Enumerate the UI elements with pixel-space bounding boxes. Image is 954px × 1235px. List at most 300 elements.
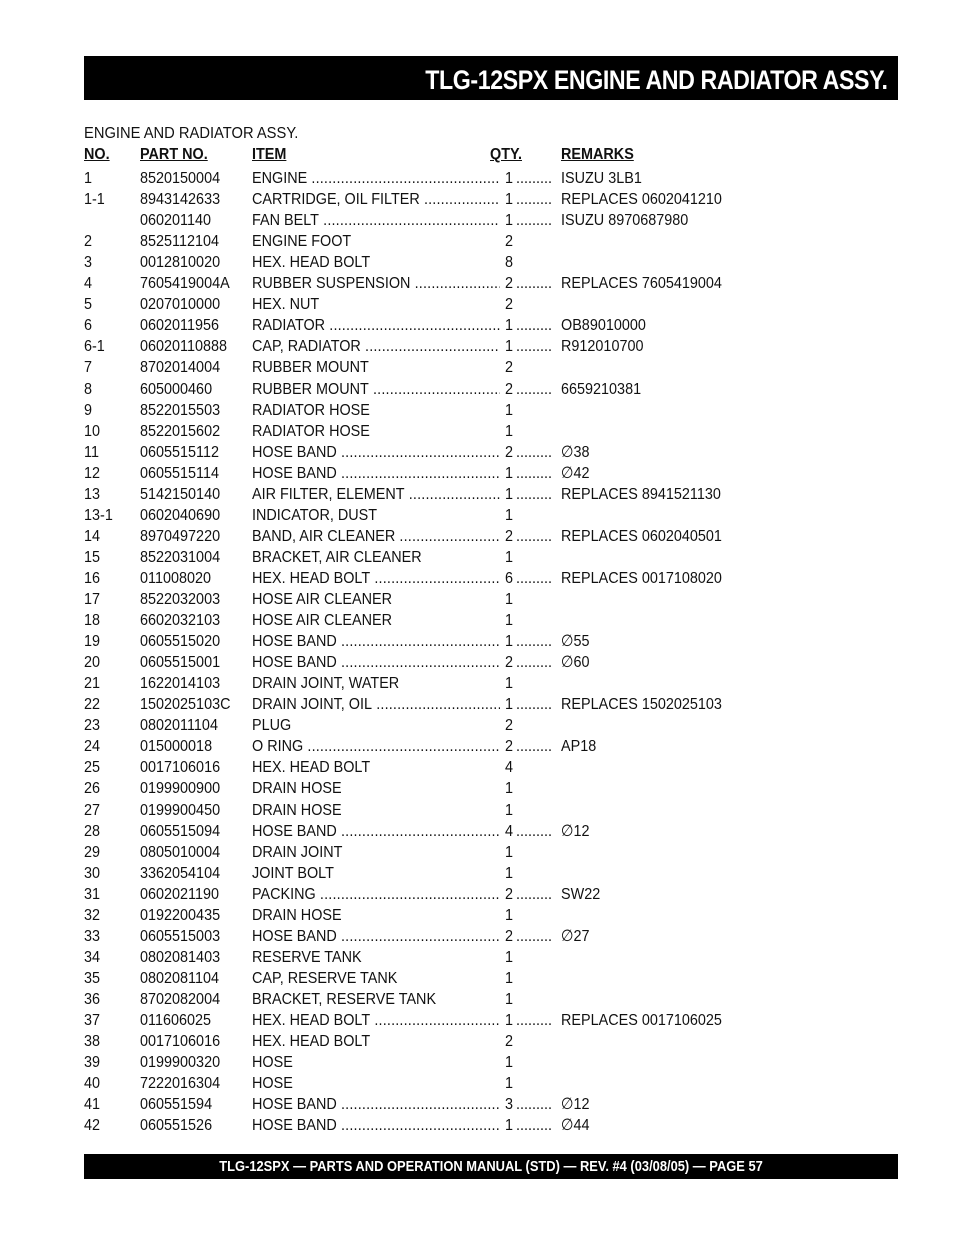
row-part-number: 0802011104: [140, 717, 218, 735]
table-row: [0, 526, 954, 547]
row-item: HOSE BAND .....: [252, 652, 500, 673]
row-item-cell: [252, 231, 500, 252]
table-row: [0, 821, 954, 842]
row-item-cell: [252, 778, 500, 799]
row-number: 1: [84, 170, 93, 187]
row-number: 20: [84, 654, 101, 672]
row-number: 12: [84, 464, 101, 482]
table-row: [0, 947, 954, 968]
row-item-cell: [252, 547, 500, 568]
row-qty: 2: [505, 527, 514, 545]
row-number: 35: [84, 969, 101, 987]
table-row: [0, 1031, 954, 1052]
row-item: HEX. NUT: [252, 296, 320, 314]
row-number: 6: [84, 317, 93, 335]
row-number: 40: [84, 1075, 101, 1093]
row-remarks: REPLACES 7605419004: [561, 275, 722, 293]
row-item: ENGINE .....: [252, 168, 500, 189]
row-item-cell: [252, 379, 500, 400]
row-remarks: ∅44: [561, 1117, 590, 1135]
table-row: [0, 800, 954, 821]
row-number: 5: [84, 296, 93, 314]
row-item: HOSE BAND .....: [252, 442, 500, 463]
row-part-number: 0199900450: [140, 801, 221, 819]
table-row: [0, 715, 954, 736]
table-row: [0, 357, 954, 378]
row-leader-dots: .........: [516, 191, 553, 209]
row-item-cell: [252, 736, 500, 757]
row-qty: 1: [505, 464, 514, 482]
row-number: 26: [84, 780, 101, 798]
row-part-number: 8522015503: [140, 401, 221, 419]
row-qty: 1: [505, 338, 514, 356]
row-qty: 1: [505, 212, 514, 230]
row-part-number: 0605515112: [140, 443, 220, 461]
row-remarks: ∅12: [561, 822, 590, 840]
row-qty: 2: [505, 927, 514, 945]
row-leader-dots: .........: [516, 464, 553, 482]
row-item: RESERVE TANK: [252, 948, 362, 966]
row-item: JOINT BOLT: [252, 864, 334, 882]
row-qty: 1: [505, 401, 514, 419]
row-number: 23: [84, 717, 101, 735]
row-part-number: 6602032103: [140, 612, 221, 630]
row-item-cell: [252, 968, 500, 989]
row-part-number: 0605515001: [140, 654, 221, 672]
row-number: 13: [84, 485, 101, 503]
table-row: [0, 294, 954, 315]
row-qty: 3: [505, 1096, 514, 1114]
row-leader-dots: .........: [516, 1117, 553, 1135]
row-qty: 1: [505, 1054, 514, 1072]
row-number: 15: [84, 548, 101, 566]
row-item: CAP, RESERVE TANK: [252, 969, 398, 987]
row-item: INDICATOR, DUST: [252, 506, 378, 524]
row-item-cell: [252, 821, 500, 842]
row-item: HOSE BAND .....: [252, 463, 500, 484]
row-number: 6-1: [84, 338, 105, 356]
row-item: HEX. HEAD BOLT: [252, 759, 371, 777]
row-item: BRACKET, RESERVE TANK: [252, 990, 437, 1008]
table-row: [0, 400, 954, 421]
row-qty: 4: [505, 822, 514, 840]
column-header-part-no: PART NO.: [140, 146, 208, 163]
footer-text: TLG-12SPX — PARTS AND OPERATION MANUAL (STD) — REV. #4 (03/08/05) — PAGE 57: [219, 1158, 763, 1175]
row-item-cell: [252, 568, 500, 589]
row-number: 8: [84, 380, 93, 398]
row-qty: 1: [505, 170, 514, 187]
row-item: CARTRIDGE, OIL FILTER .....: [252, 189, 500, 210]
row-part-number: 8525112104: [140, 233, 220, 251]
row-item: DRAIN HOSE: [252, 906, 342, 924]
row-item-cell: [252, 926, 500, 947]
row-item-cell: [252, 884, 500, 905]
row-qty: 1: [505, 506, 514, 524]
row-part-number: 06020110888: [140, 338, 228, 356]
row-qty: 2: [505, 654, 514, 672]
table-row: [0, 336, 954, 357]
column-header-no: NO.: [84, 146, 110, 163]
table-row: [0, 631, 954, 652]
table-row: [0, 989, 954, 1010]
row-item: BAND, AIR CLEANER .....: [252, 526, 500, 547]
row-part-number: 0602040690: [140, 506, 221, 524]
row-item-cell: [252, 715, 500, 736]
row-item: RUBBER MOUNT: [252, 359, 369, 377]
row-item-cell: [252, 484, 500, 505]
row-part-number: 0805010004: [140, 843, 221, 861]
row-item-cell: [252, 673, 500, 694]
row-leader-dots: .........: [516, 654, 553, 672]
row-item-cell: [252, 589, 500, 610]
row-leader-dots: .........: [516, 317, 553, 335]
row-item: HEX. HEAD BOLT: [252, 1033, 371, 1051]
table-row: [0, 463, 954, 484]
row-item-cell: [252, 442, 500, 463]
row-number: 22: [84, 696, 101, 714]
row-leader-dots: .........: [516, 885, 553, 903]
row-remarks: AP18: [561, 738, 597, 756]
row-number: 16: [84, 569, 101, 587]
row-part-number: 8702082004: [140, 990, 221, 1008]
row-qty: 1: [505, 548, 514, 566]
row-remarks: ISUZU 3LB1: [561, 170, 642, 187]
row-part-number: 0017106016: [140, 1033, 221, 1051]
row-item: FAN BELT .....: [252, 210, 500, 231]
row-part-number: 8970497220: [140, 527, 221, 545]
row-item-cell: [252, 905, 500, 926]
row-item-cell: [252, 421, 500, 442]
row-leader-dots: .........: [516, 1096, 553, 1114]
table-row: [0, 968, 954, 989]
table-row: [0, 442, 954, 463]
row-item: HOSE: [252, 1054, 293, 1072]
row-remarks: ISUZU 8970687980: [561, 212, 689, 230]
row-qty: 1: [505, 591, 514, 608]
row-remarks: OB89010000: [561, 317, 646, 335]
row-item: O RING .....: [252, 736, 500, 757]
row-part-number: 0199900320: [140, 1054, 221, 1072]
row-qty: 2: [505, 380, 514, 398]
row-qty: 1: [505, 969, 514, 987]
row-qty: 1: [505, 801, 514, 819]
row-part-number: 8522015602: [140, 422, 221, 440]
row-qty: 1: [505, 1012, 514, 1029]
row-part-number: 0192200435: [140, 906, 221, 924]
row-part-number: 0802081104: [140, 969, 220, 987]
row-remarks: ∅27: [561, 927, 590, 945]
row-item-cell: [252, 652, 500, 673]
table-row: [0, 379, 954, 400]
row-qty: 1: [505, 485, 514, 503]
column-header-item: ITEM: [252, 146, 287, 163]
row-leader-dots: .........: [516, 633, 553, 651]
row-part-number: 060551526: [140, 1117, 213, 1135]
row-part-number: 0802081403: [140, 948, 221, 966]
row-part-number: 011606025: [140, 1012, 212, 1029]
row-item-cell: [252, 252, 500, 273]
row-part-number: 8943142633: [140, 191, 221, 209]
row-qty: 2: [505, 717, 514, 735]
row-qty: 1: [505, 675, 514, 693]
row-qty: 1: [505, 422, 514, 440]
row-number: 9: [84, 401, 93, 419]
row-item: HOSE BAND .....: [252, 821, 500, 842]
column-header-remarks: REMARKS: [561, 146, 634, 163]
table-row: [0, 610, 954, 631]
table-row: [0, 1052, 954, 1073]
row-number: 11: [84, 443, 99, 461]
row-item-cell: [252, 694, 500, 715]
row-item: PLUG: [252, 717, 292, 735]
table-row: [0, 210, 954, 231]
row-number: 42: [84, 1117, 101, 1135]
table-row: [0, 315, 954, 336]
row-item-cell: [252, 800, 500, 821]
row-part-number: 5142150140: [140, 485, 221, 503]
row-remarks: ∅60: [561, 654, 590, 672]
table-row: [0, 547, 954, 568]
table-row: [0, 757, 954, 778]
row-item: CAP, RADIATOR .....: [252, 336, 500, 357]
row-number: 18: [84, 612, 101, 630]
row-part-number: 7222016304: [140, 1075, 221, 1093]
table-row: [0, 778, 954, 799]
row-leader-dots: .........: [516, 569, 553, 587]
row-item: DRAIN JOINT, OIL .....: [252, 694, 500, 715]
row-number: 7: [84, 359, 93, 377]
row-number: 33: [84, 927, 101, 945]
row-qty: 1: [505, 780, 514, 798]
row-item-cell: [252, 336, 500, 357]
row-remarks: REPLACES 0602041210: [561, 191, 722, 209]
row-leader-dots: .........: [516, 527, 553, 545]
table-row: [0, 252, 954, 273]
row-number: 13-1: [84, 506, 113, 524]
row-item-cell: [252, 989, 500, 1010]
row-item-cell: [252, 1115, 500, 1136]
table-row: [0, 694, 954, 715]
table-row: [0, 926, 954, 947]
table-row: [0, 189, 954, 210]
row-qty: 1: [505, 990, 514, 1008]
row-leader-dots: .........: [516, 338, 553, 356]
row-part-number: 0012810020: [140, 254, 221, 272]
row-item-cell: [252, 1094, 500, 1115]
row-number: 36: [84, 990, 101, 1008]
row-item-cell: [252, 631, 500, 652]
table-row: [0, 1094, 954, 1115]
row-item-cell: [252, 189, 500, 210]
row-leader-dots: .........: [516, 822, 553, 840]
table-row: [0, 589, 954, 610]
table-row: [0, 421, 954, 442]
row-remarks: R912010700: [561, 338, 644, 356]
row-remarks: ∅42: [561, 464, 590, 482]
row-leader-dots: .........: [516, 212, 553, 230]
row-part-number: 015000018: [140, 738, 213, 756]
row-leader-dots: .........: [516, 380, 553, 398]
row-item: ENGINE FOOT: [252, 233, 352, 251]
row-number: 14: [84, 527, 101, 545]
page-title-bar: [84, 56, 898, 100]
table-row: [0, 1010, 954, 1031]
row-item-cell: [252, 463, 500, 484]
row-qty: 1: [505, 906, 514, 924]
row-item-cell: [252, 1052, 500, 1073]
row-number: 21: [84, 675, 101, 693]
table-row: [0, 905, 954, 926]
row-part-number: 0605515094: [140, 822, 221, 840]
row-item-cell: [252, 610, 500, 631]
row-remarks: REPLACES 0017108020: [561, 569, 722, 587]
row-number: 37: [84, 1012, 101, 1029]
row-part-number: 0207010000: [140, 296, 221, 314]
row-number: 1-1: [84, 191, 105, 209]
row-leader-dots: .........: [516, 443, 553, 461]
row-number: 38: [84, 1033, 101, 1051]
table-row: [0, 568, 954, 589]
row-item-cell: [252, 357, 500, 378]
page-title: TLG-12SPX ENGINE AND RADIATOR ASSY.: [425, 65, 888, 95]
row-item: DRAIN JOINT: [252, 843, 343, 861]
row-item: HOSE BAND .....: [252, 1115, 500, 1136]
row-item: HOSE BAND .....: [252, 926, 500, 947]
row-number: 17: [84, 591, 101, 608]
row-number: 25: [84, 759, 101, 777]
table-row: [0, 842, 954, 863]
column-header-qty: QTY.: [490, 146, 523, 163]
row-item: BRACKET, AIR CLEANER: [252, 548, 422, 566]
table-row: [0, 736, 954, 757]
row-item: DRAIN JOINT, WATER: [252, 675, 400, 693]
row-part-number: 0602021190: [140, 885, 220, 903]
row-part-number: 8522032003: [140, 591, 221, 608]
row-item: RADIATOR .....: [252, 315, 500, 336]
row-item: RADIATOR HOSE: [252, 401, 370, 419]
row-item-cell: [252, 1031, 500, 1052]
row-item: HOSE BAND .....: [252, 1094, 500, 1115]
row-item: PACKING .....: [252, 884, 500, 905]
row-leader-dots: .........: [516, 738, 553, 756]
row-remarks: 6659210381: [561, 380, 642, 398]
row-number: 19: [84, 633, 101, 651]
row-part-number: 0605515020: [140, 633, 221, 651]
row-item: HOSE: [252, 1075, 293, 1093]
row-qty: 2: [505, 443, 514, 461]
row-part-number: 3362054104: [140, 864, 221, 882]
row-remarks: SW22: [561, 885, 601, 903]
row-item-cell: [252, 1073, 500, 1094]
table-row: [0, 1115, 954, 1136]
row-item-cell: [252, 863, 500, 884]
footer-bar: [84, 1154, 898, 1179]
row-remarks: REPLACES 0602040501: [561, 527, 722, 545]
row-number: 3: [84, 254, 93, 272]
row-item-cell: [252, 947, 500, 968]
row-part-number: 0017106016: [140, 759, 221, 777]
row-qty: 2: [505, 233, 514, 251]
row-number: 34: [84, 948, 101, 966]
row-leader-dots: .........: [516, 1012, 553, 1029]
row-qty: 1: [505, 864, 514, 882]
table-row: [0, 1073, 954, 1094]
row-item-cell: [252, 294, 500, 315]
row-number: 24: [84, 738, 101, 756]
row-item-cell: [252, 505, 500, 526]
row-item: HOSE BAND .....: [252, 631, 500, 652]
row-qty: 1: [505, 1075, 514, 1093]
row-qty: 1: [505, 633, 514, 651]
row-item: HEX. HEAD BOLT: [252, 254, 371, 272]
table-header: [0, 144, 954, 165]
row-number: 39: [84, 1054, 101, 1072]
row-item-cell: [252, 168, 500, 189]
row-remarks: ∅55: [561, 633, 590, 651]
row-qty: 1: [505, 948, 514, 966]
row-leader-dots: .........: [516, 275, 553, 293]
row-part-number: 060201140: [140, 212, 212, 230]
row-item: AIR FILTER, ELEMENT .....: [252, 484, 500, 505]
row-number: 30: [84, 864, 101, 882]
row-leader-dots: .........: [516, 927, 553, 945]
row-qty: 2: [505, 1033, 514, 1051]
row-qty: 2: [505, 359, 514, 377]
row-item-cell: [252, 526, 500, 547]
row-number: 41: [84, 1096, 101, 1114]
row-number: 28: [84, 822, 101, 840]
row-number: 32: [84, 906, 101, 924]
row-item-cell: [252, 842, 500, 863]
table-row: [0, 484, 954, 505]
row-remarks: ∅38: [561, 443, 590, 461]
row-leader-dots: .........: [516, 696, 553, 714]
row-part-number: 0605515003: [140, 927, 221, 945]
row-item-cell: [252, 1010, 500, 1031]
row-qty: 2: [505, 296, 514, 314]
row-qty: 2: [505, 275, 514, 293]
row-qty: 2: [505, 885, 514, 903]
row-remarks: REPLACES 0017106025: [561, 1012, 722, 1029]
row-part-number: 011008020: [140, 569, 212, 587]
row-part-number: 0602011956: [140, 317, 220, 335]
table-row: [0, 652, 954, 673]
row-part-number: 060551594: [140, 1096, 213, 1114]
row-number: 27: [84, 801, 101, 819]
row-part-number: 8702014004: [140, 359, 221, 377]
row-number: 10: [84, 422, 101, 440]
row-part-number: 8520150004: [140, 170, 221, 187]
row-item-cell: [252, 210, 500, 231]
row-part-number: 0605515114: [140, 464, 220, 482]
row-part-number: 1502025103C: [140, 696, 231, 714]
row-number: 31: [84, 885, 101, 903]
table-row: [0, 505, 954, 526]
table-row: [0, 273, 954, 294]
row-part-number: 605000460: [140, 380, 213, 398]
row-item-cell: [252, 400, 500, 421]
table-row: [0, 863, 954, 884]
row-part-number: 1622014103: [140, 675, 221, 693]
table-row: [0, 168, 954, 189]
row-item: HEX. HEAD BOLT .....: [252, 568, 500, 589]
table-row: [0, 884, 954, 905]
row-number: 2: [84, 233, 93, 251]
row-item: DRAIN HOSE: [252, 801, 342, 819]
row-part-number: 7605419004A: [140, 275, 230, 293]
row-part-number: 8522031004: [140, 548, 221, 566]
row-item: HEX. HEAD BOLT .....: [252, 1010, 500, 1031]
